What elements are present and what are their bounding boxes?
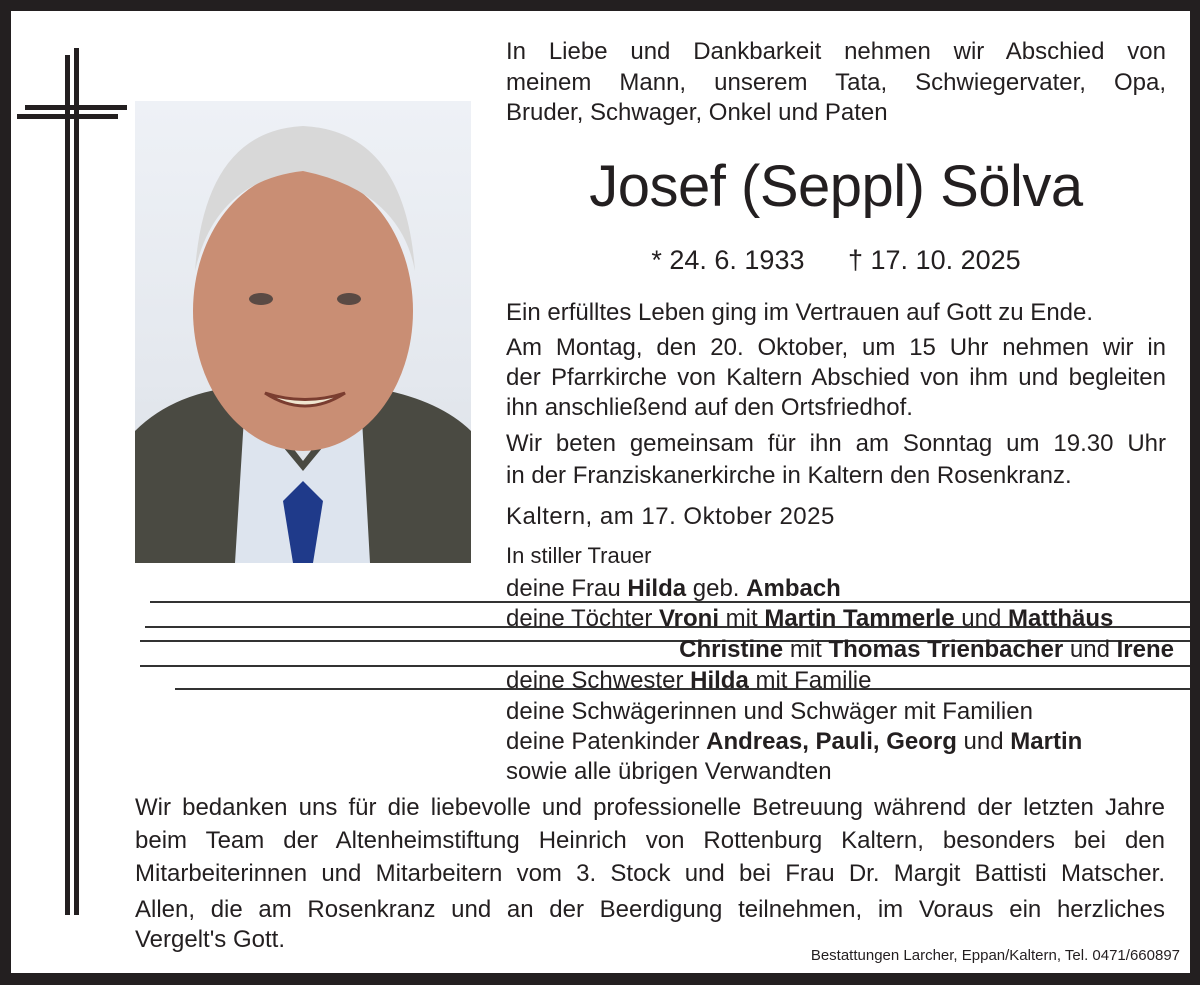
body-line: ihn anschließend auf den Ortsfriedhof. bbox=[506, 394, 913, 421]
family-text: deine Schwester bbox=[506, 667, 691, 694]
family-text: deine Frau bbox=[506, 575, 628, 602]
intro-line: Bruder, Schwager, Onkel und Paten bbox=[506, 99, 888, 126]
family-line bbox=[506, 757, 832, 787]
family-text: deine Töchter bbox=[506, 605, 659, 632]
family-member-name: Martin bbox=[1010, 728, 1083, 755]
body-line: Wir beten gemeinsam für ihn am Sonntag um 19.30 Uhr bbox=[506, 430, 1166, 457]
family-member-name: Hilda bbox=[627, 575, 687, 602]
thanks-line: beim Team der Altenheimstiftung Heinrich von Rottenburg Kaltern, besonders bei den bbox=[135, 827, 1165, 854]
family-line bbox=[506, 574, 841, 604]
family-member-name: Ambach bbox=[746, 575, 841, 602]
intro-line: meinem Mann, unserem Tata, Schwiegervater, Opa, bbox=[506, 69, 1166, 96]
thanks-line: Allen, die am Rosenkranz und an der Beerdigung teilnehmen, im Voraus ein herzliches bbox=[135, 896, 1165, 923]
death-date: † 17. 10. 2025 bbox=[848, 245, 1021, 275]
thanks-line: Mitarbeiterinnen und Mitarbeitern vom 3. Stock und bei Frau Dr. Margit Battisti Matscher. bbox=[135, 860, 1165, 887]
body-line: der Pfarrkirche von Kaltern Abschied von ihm und begleiten bbox=[506, 364, 1166, 391]
family-text: und bbox=[1063, 636, 1117, 663]
family-member-name: Martin Tammerle bbox=[764, 605, 955, 632]
body-line: Ein erfülltes Leben ging im Vertrauen auf Gott zu Ende. bbox=[506, 299, 1094, 326]
place-date: Kaltern, am 17. Oktober 2025 bbox=[506, 503, 835, 530]
family-line bbox=[506, 604, 1113, 634]
family-line bbox=[506, 727, 1082, 757]
portrait-photo bbox=[135, 101, 471, 563]
family-member-name: Andreas, Pauli, Georg bbox=[706, 728, 957, 755]
family-text: und bbox=[954, 605, 1009, 632]
family-member-name: Matthäus bbox=[1008, 605, 1114, 632]
family-line bbox=[679, 635, 1174, 665]
birth-date: * 24. 6. 1933 bbox=[651, 245, 805, 275]
family-text: deine Patenkinder bbox=[506, 728, 707, 755]
family-line bbox=[506, 666, 871, 696]
family-member-name: Thomas Trienbacher bbox=[828, 636, 1064, 663]
family-member-name: Hilda bbox=[690, 667, 749, 694]
family-member-name: Vroni bbox=[659, 605, 720, 632]
thanks-line: Vergelt's Gott. bbox=[135, 926, 285, 953]
funeral-home-contact: Bestattungen Larcher, Eppan/Kaltern, Tel. 0471/660897 bbox=[810, 947, 1180, 964]
family-text: sowie alle übrigen Verwandten bbox=[506, 758, 832, 785]
family-text: geb. bbox=[686, 575, 747, 602]
family-text: mit Familie bbox=[748, 667, 872, 694]
family-text: mit bbox=[783, 636, 829, 663]
body-line: Am Montag, den 20. Oktober, um 15 Uhr nehmen wir in bbox=[506, 334, 1166, 361]
family-member-name: Christine bbox=[679, 636, 784, 663]
body-line: in der Franziskanerkirche in Kaltern den Rosenkranz. bbox=[506, 462, 1072, 489]
family-text: deine Schwägerinnen und Schwäger mit Familien bbox=[506, 698, 1033, 725]
family-line bbox=[506, 697, 1033, 727]
thanks-line: Wir bedanken uns für die liebevolle und professionelle Betreuung während der letzten Jahre bbox=[135, 794, 1165, 821]
life-dates bbox=[506, 243, 1166, 277]
family-member-name: Irene bbox=[1116, 636, 1174, 663]
mourning-heading: In stiller Trauer bbox=[506, 543, 652, 568]
intro-line: In Liebe und Dankbarkeit nehmen wir Abschied von bbox=[506, 38, 1166, 65]
family-text: und bbox=[956, 728, 1011, 755]
deceased-name: Josef (Seppl) Sölva bbox=[589, 154, 1083, 219]
family-text: mit bbox=[719, 605, 765, 632]
